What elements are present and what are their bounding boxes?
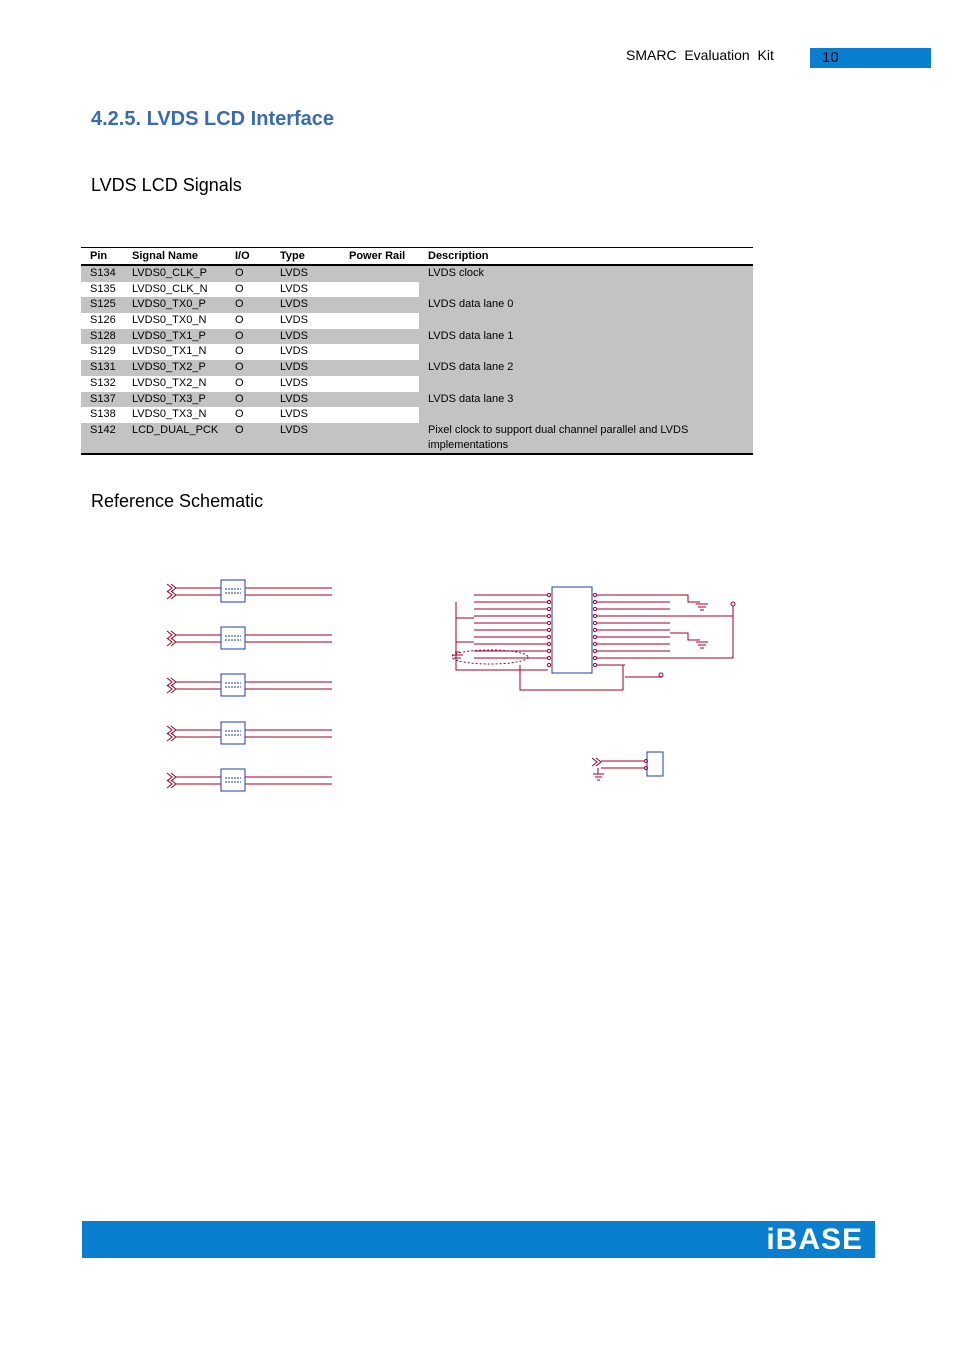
cell-io: O [235,408,244,421]
cell-desc: LVDS data lane 3 [419,392,753,423]
cell-signal: LVDS0_TX1_P [123,329,226,345]
col-header: Signal Name [123,248,226,266]
cell-io: O [226,360,271,376]
cell-type: LVDS [271,265,340,282]
cell-rail [340,423,419,454]
cell-type: LVDS [280,314,308,327]
filter-block-1 [167,580,332,602]
cell-pin: S138 [90,408,116,421]
filter-block-4 [167,722,332,744]
schematic-title: Reference Schematic [91,491,264,511]
cell-type: LVDS [280,345,308,358]
cell-pin: S142 [81,423,123,454]
cell-type: LVDS [271,392,340,408]
header-title: SMARC Evaluation Kit [626,47,774,63]
table-row [81,265,753,282]
cell-rail [340,313,419,329]
col-header: I/O [226,248,271,266]
table-row [81,360,753,376]
cell-pin: S125 [81,297,123,313]
cell-io: O [235,282,244,295]
ibase-logo: iBASE [766,1223,863,1256]
cell-pin: S129 [90,345,116,358]
cell-desc: LVDS clock [419,265,753,297]
cell-signal: LVDS0_TX0_P [123,297,226,313]
table-row [81,297,753,313]
col-header: Power Rail [340,248,419,266]
cell-desc: LVDS data lane 2 [419,360,753,391]
cell-signal: LVDS0_TX1_N [132,345,207,358]
table-row [81,423,753,454]
cell-type: LVDS [271,297,340,313]
cell-type: LVDS [271,329,340,345]
cell-type: LVDS [271,423,340,454]
page-number: 10 [810,48,931,68]
cell-pin: S135 [90,282,116,295]
esd-filter-group [167,580,332,791]
cell-desc: LVDS data lane 1 [419,329,753,360]
cell-signal: LVDS0_TX0_N [132,314,207,327]
cell-signal: LVDS0_CLK_P [123,265,226,282]
col-header: Description [419,248,753,266]
cell-rail [340,376,419,392]
filter-block-3 [167,674,332,696]
small-connector-group [592,752,663,780]
lvds-connector-group [452,587,735,690]
signals-table [81,247,753,455]
filter-block-2 [167,627,332,649]
cell-io: O [235,345,244,358]
cell-desc: Pixel clock to support dual channel parallel and LVDS implementations [419,423,753,454]
cell-rail [340,392,419,408]
signals-title: LVDS LCD Signals [91,175,242,195]
table-row [81,329,753,345]
table-header-row [81,248,753,266]
cell-io: O [226,297,271,313]
cell-signal: LVDS0_TX2_N [132,376,207,389]
cell-rail [340,282,419,298]
cell-pin: S137 [81,392,123,408]
cell-type: LVDS [280,282,308,295]
reference-schematic [150,560,750,800]
section-heading: 4.2.5. LVDS LCD Interface [91,108,335,130]
cell-rail [340,407,419,423]
cell-type: LVDS [280,376,308,389]
cell-rail [340,297,419,313]
footer-bar [82,1221,875,1258]
col-header: Pin [81,248,123,266]
cell-pin: S134 [81,265,123,282]
col-header: Type [271,248,340,266]
cell-rail [340,360,419,376]
filter-block-5 [167,769,332,791]
table-row [81,392,753,408]
cell-io: O [235,376,244,389]
cell-io: O [235,314,244,327]
cell-signal: LVDS0_TX2_P [123,360,226,376]
cell-io: O [226,329,271,345]
cell-pin: S128 [81,329,123,345]
cell-desc: LVDS data lane 0 [419,297,753,328]
cell-pin: S131 [81,360,123,376]
cell-signal: LCD_DUAL_PCK [123,423,226,454]
cell-pin: S132 [90,376,116,389]
cell-type: LVDS [280,408,308,421]
cell-rail [340,265,419,282]
cell-signal: LVDS0_TX3_P [123,392,226,408]
cell-io: O [226,265,271,282]
cell-signal: LVDS0_TX3_N [132,408,207,421]
cell-type: LVDS [271,360,340,376]
cell-rail [340,329,419,345]
cell-io: O [226,423,271,454]
cell-io: O [226,392,271,408]
cell-pin: S126 [90,314,116,327]
cell-signal: LVDS0_CLK_N [132,282,208,295]
cell-rail [340,344,419,360]
